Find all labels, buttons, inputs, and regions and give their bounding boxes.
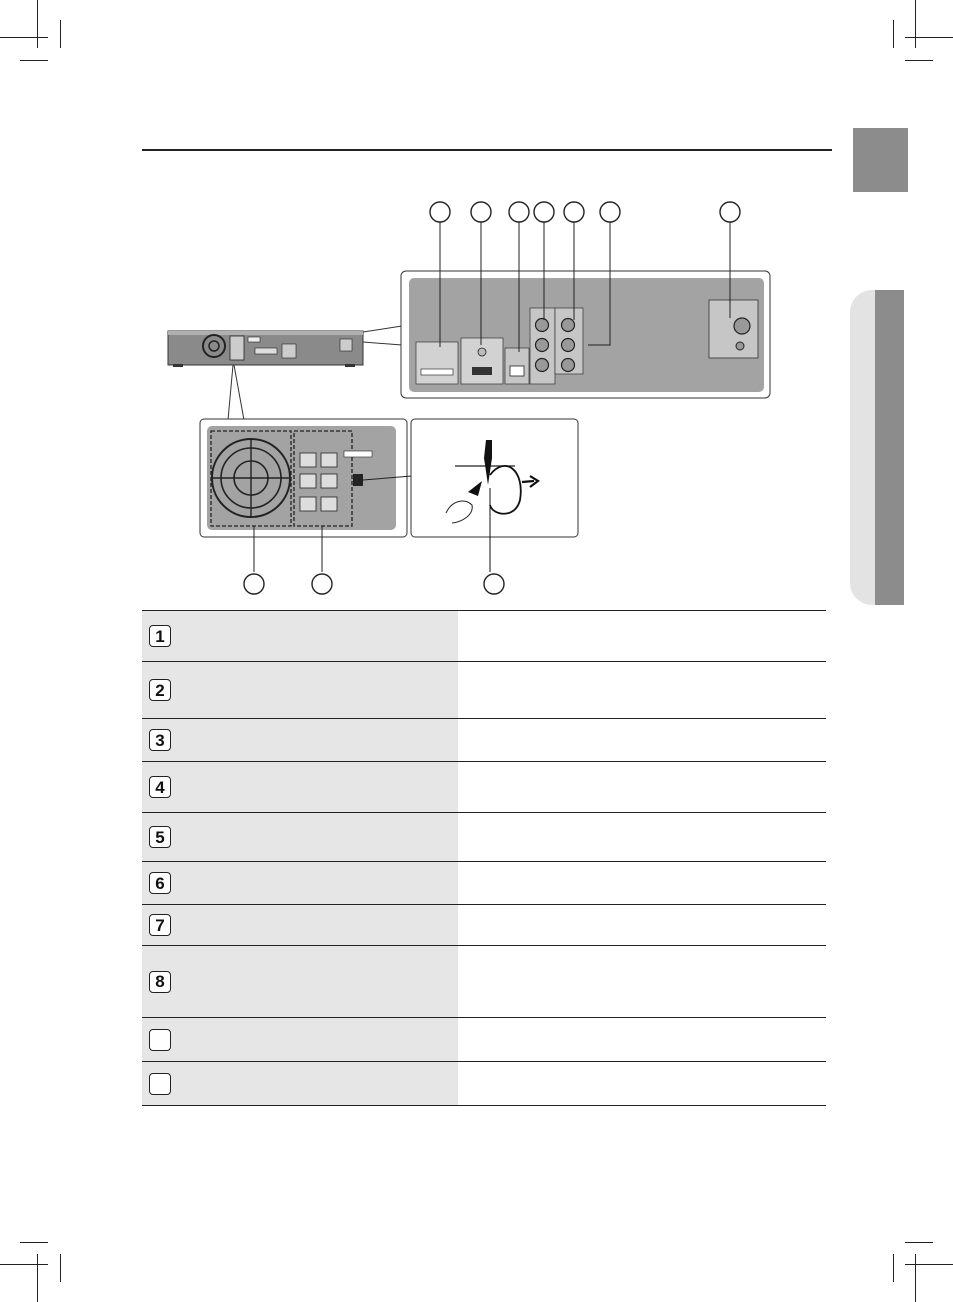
table-cell-label — [142, 813, 458, 861]
table-row — [142, 662, 826, 719]
table-cell-description — [458, 1062, 826, 1105]
item-number-badge: 5 — [149, 826, 171, 848]
table-cell-description — [458, 813, 826, 861]
crop-mark — [60, 1254, 61, 1282]
table-cell-description — [458, 946, 826, 1017]
table-cell-description — [458, 1018, 826, 1061]
table-cell-description — [458, 719, 826, 761]
table-cell-label — [142, 719, 458, 761]
item-number-badge: 3 — [149, 729, 171, 751]
table-cell-description — [458, 662, 826, 718]
item-number-badge — [149, 1073, 171, 1095]
cord-detail-panel — [411, 419, 578, 572]
table-row — [142, 611, 826, 662]
main-unit — [168, 326, 402, 420]
table-cell-description — [458, 905, 826, 945]
item-number-badge: 6 — [149, 872, 171, 894]
crop-mark — [0, 1264, 48, 1265]
table-row — [142, 719, 826, 762]
table-cell-description — [458, 862, 826, 904]
crop-mark — [20, 1242, 48, 1243]
table-row — [142, 905, 826, 946]
callout-circles-bottom — [244, 574, 504, 594]
speaker-detail-panel — [200, 419, 412, 572]
table-cell-label — [142, 762, 458, 812]
table-cell-description — [458, 762, 826, 812]
callout-circles-top — [430, 202, 740, 222]
rear-panel-diagram — [0, 0, 953, 610]
crop-mark — [37, 1254, 38, 1302]
crop-mark — [905, 1242, 933, 1243]
table-cell-label — [142, 1062, 458, 1105]
table-cell-label — [142, 611, 458, 661]
item-number-badge — [149, 1029, 171, 1051]
table-cell-label — [142, 1018, 458, 1061]
table-cell-label — [142, 905, 458, 945]
crop-mark — [905, 1264, 953, 1265]
item-number-badge: 7 — [149, 914, 171, 936]
table-row — [142, 762, 826, 813]
table-cell-label — [142, 946, 458, 1017]
top-detail-panel — [401, 222, 770, 398]
item-number-badge: 1 — [149, 625, 171, 647]
crop-mark — [915, 1254, 916, 1302]
item-number-badge: 2 — [149, 679, 171, 701]
table-row — [142, 1062, 826, 1106]
table-cell-label — [142, 662, 458, 718]
table-row — [142, 1018, 826, 1062]
table-row — [142, 946, 826, 1018]
item-number-badge: 4 — [149, 776, 171, 798]
table-row — [142, 862, 826, 905]
reference-table — [142, 610, 826, 1106]
table-row — [142, 813, 826, 862]
table-cell-description — [458, 611, 826, 661]
table-cell-label — [142, 862, 458, 904]
item-number-badge: 8 — [149, 971, 171, 993]
crop-mark — [893, 1254, 894, 1282]
